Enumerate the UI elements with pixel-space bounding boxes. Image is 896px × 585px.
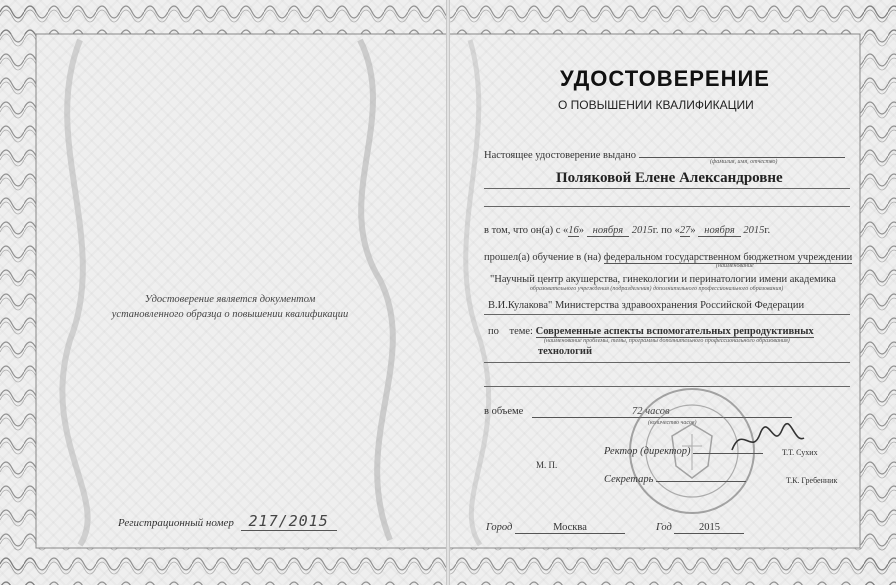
start-year: 2015: [631, 225, 653, 236]
end-year: 2015: [743, 225, 765, 236]
recipient-underline: [484, 188, 850, 189]
secretary-label: Секретарь: [604, 474, 654, 485]
topic-label: по: [488, 326, 499, 337]
topic-underline: [484, 362, 850, 363]
institution-underline: [484, 314, 850, 315]
city-value: Москва: [515, 522, 625, 534]
year-row: [656, 522, 744, 534]
certificate-title: УДОСТОВЕРЕНИЕ: [560, 66, 770, 91]
period-row: в том, что он(а) с «16» ноября 2015г. по «27» ноября 2015г.: [484, 225, 771, 236]
end-month: ноября: [698, 225, 740, 237]
city-row: [486, 522, 625, 534]
note-line-1: Удостоверение является документом: [144, 294, 316, 305]
mp-label: М. П.: [536, 460, 558, 470]
registration-number: 217/2015: [241, 512, 337, 531]
issued-label: Настоящее удостоверение выдано: [484, 150, 636, 161]
period-mid: г. по «: [652, 225, 680, 236]
rector-name: Т.Т. Сухих: [782, 448, 818, 457]
institution-hint-2: образовательного учреждения (подразделения) дополнительного профессионального образования): [530, 286, 784, 292]
topic-prefix: теме:: [509, 326, 533, 337]
book-spine: [446, 0, 450, 585]
start-day: 16: [568, 225, 579, 236]
volume-value: 72 часов: [532, 406, 792, 418]
issued-hint: (фамилия, имя, отчество): [710, 159, 778, 165]
training-label: прошел(а) обучение в (на): [484, 252, 602, 263]
rector-signature: [728, 420, 808, 460]
volume-hint: (количество часов): [648, 420, 697, 426]
start-month: ноября: [587, 225, 629, 237]
period-prefix: в том, что он(а) с «: [484, 225, 569, 236]
issued-row: [484, 150, 845, 161]
left-page-note: [100, 292, 360, 322]
topic-line-1: Современные аспекты вспомогательных репродуктивных: [535, 326, 814, 337]
volume-label: в объеме: [484, 406, 524, 417]
secretary-name: Т.К. Гребенник: [786, 476, 838, 485]
year-value: 2015: [674, 522, 744, 534]
institution-line-1: федеральном государственном бюджетном учреждении: [603, 252, 853, 263]
certificate-subtitle: О ПОВЫШЕНИИ КВАЛИФИКАЦИИ: [558, 98, 754, 112]
city-label: Город: [486, 522, 513, 533]
institution-line-3: В.И.Кулакова" Министерства здравоохранения Российской Федерации: [488, 300, 805, 311]
topic-row: [488, 326, 814, 338]
note-line-2: установленного образца о повышении квалификации: [111, 309, 349, 320]
rector-label: Ректор (директор): [604, 446, 691, 457]
secretary-row: [604, 474, 746, 485]
registration-label: Регистрационный номер: [118, 517, 234, 529]
registration-row: [118, 512, 337, 531]
training-row: [484, 252, 852, 264]
recipient-name: Поляковой Елене Александровне: [556, 170, 783, 186]
end-day: 27: [679, 225, 691, 236]
topic-line-2: технологий: [538, 346, 593, 357]
year-label: Год: [656, 522, 672, 533]
institution-hint-1: (наименование: [716, 263, 754, 269]
institution-line-2: "Научный центр акушерства, гинекологии и перинатологии имени академика: [490, 274, 836, 285]
topic-hint: (наименование проблемы, темы, программы дополнительного профессионального образования): [544, 338, 790, 344]
year-suffix: г.: [764, 225, 771, 236]
blank-line: [484, 206, 850, 207]
